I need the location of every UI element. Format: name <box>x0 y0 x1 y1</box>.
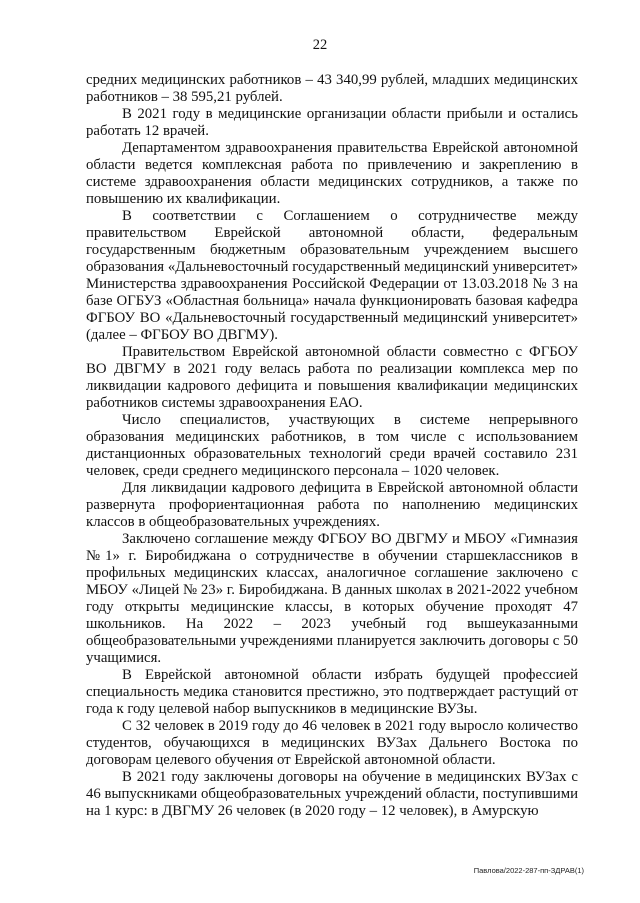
paragraph-gymnasium-agreement: Заключено соглашение между ФГБОУ ВО ДВГМУ и МБОУ «Гимназия №1» г. Биробиджана о сотрудничестве в обучении старшеклассников в профильных медицинских классах, аналогичное соглашение заключено с МБОУ «Лицей № 23» г. Биробиджана. В данных школах в 2021-2022 учебном году открыты медицинские классы, в которых обучение проходят 47 школьников. На 2022 – 2023 учебный год вышеуказанными общеобразовательными учреждениями планируется заключить договоры с 50 учащимися. <box>86 531 578 666</box>
paragraph-salary-continuation: средних медицинских работников – 43 340,99 рублей, младших медицинских работников – 38 595,21 рублей. <box>86 72 578 105</box>
paragraph-department-work: Департаментом здравоохранения правительства Еврейской автономной области ведется комплексная работа по привлечению и закреплению в системе здравоохранения области медицинских сотрудников, а также по повышению их квалификации. <box>86 140 578 207</box>
paragraph-contracts-2021: В 2021 году заключены договоры на обучение в медицинских ВУЗах с 46 выпускниками общеобразовательных учреждений области, поступившими на 1 курс: в ДВГМУ 26 человек (в 2020 году – 12 человек), в Амурскую <box>86 769 578 819</box>
paragraph-career-guidance: Для ликвидации кадрового дефицита в Еврейской автономной области развернута профориентационная работа по наполнению медицинских классов в общеобразовательных учреждениях. <box>86 480 578 530</box>
paragraph-prestige: В Еврейской автономной области избрать будущей профессией специальность медика становится престижно, это подтверждает растущий от года к году целевой набор выпускников в медицинские ВУЗы. <box>86 667 578 717</box>
paragraph-student-growth: С 32 человек в 2019 году до 46 человек в 2021 году выросло количество студентов, обучающихся в медицинских ВУЗах Дальнего Востока по договорам целевого обучения от Еврейской автономной области. <box>86 718 578 768</box>
document-body <box>86 72 578 820</box>
paragraph-doctors-arrived: В 2021 году в медицинские организации области прибыли и остались работать 12 врачей. <box>86 106 578 139</box>
paragraph-specialists-count: Число специалистов, участвующих в системе непрерывного образования медицинских работников, в том числе с использованием дистанционных образовательных технологий среди врачей составило 231 человек, среди среднего медицинского персонала – 1020 человек. <box>86 412 578 479</box>
paragraph-government-work: Правительством Еврейской автономной области совместно с ФГБОУ ВО ДВГМУ в 2021 году велась работа по реализации комплекса мер по ликвидации кадрового дефицита и повышения квалификации медицинских работников системы здравоохранения ЕАО. <box>86 344 578 411</box>
page-number: 22 <box>312 37 328 53</box>
paragraph-agreement: В соответствии с Соглашением о сотрудничестве между правительством Еврейской автономной области, федеральным государственным бюджетным образовательным учреждением высшего образования «Дальневосточный государственный медицинский университет» Министерства здравоохранения Российской Федерации от 13.03.2018 № 3 на базе ОГБУЗ «Областная больница» начала функционировать базовая кафедра ФГБОУ ВО «Дальневосточный государственный медицинский университет» (далее – ФГБОУ ВО ДВГМУ). <box>86 208 578 343</box>
footer-document-code: Павлова/2022-287-пп-ЗДРАВ(1) <box>473 866 584 875</box>
